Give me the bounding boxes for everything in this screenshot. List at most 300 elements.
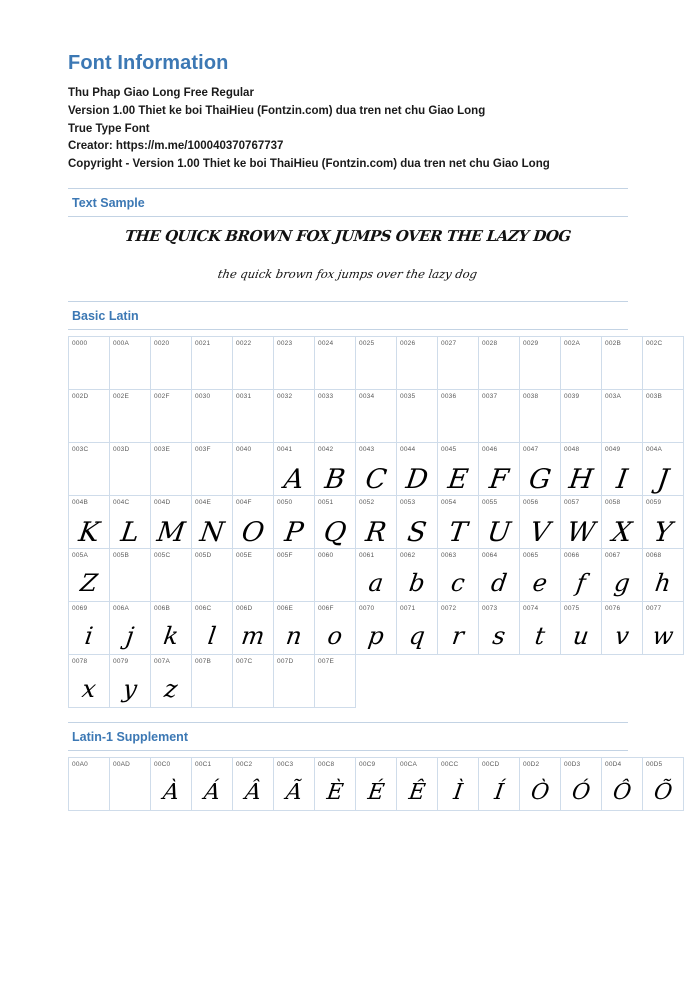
glyph-sample: x	[80, 675, 98, 704]
glyph-codepoint: 00C0	[154, 761, 171, 769]
glyph-cell[interactable]	[233, 443, 274, 496]
glyph-cell[interactable]	[151, 443, 192, 496]
page-title: Font Information	[68, 52, 229, 74]
glyph-cell[interactable]	[643, 443, 684, 496]
glyph-sample: j	[124, 622, 136, 651]
glyph-cell[interactable]	[192, 337, 233, 390]
glyph-codepoint: 00C3	[277, 761, 294, 769]
glyph-cell[interactable]	[397, 758, 438, 811]
glyph-sample: S	[405, 517, 429, 549]
glyph-cell[interactable]	[233, 390, 274, 443]
glyph-codepoint: 006E	[277, 605, 293, 613]
glyph-cell[interactable]	[397, 337, 438, 390]
glyph-sample: R	[363, 517, 389, 549]
glyph-cell-empty	[438, 655, 479, 708]
glyph-cell[interactable]	[233, 337, 274, 390]
glyph-codepoint: 004B	[72, 499, 88, 507]
glyph-codepoint: 00D5	[646, 761, 663, 769]
glyph-codepoint: 0026	[400, 340, 416, 348]
font-format: True Type Font	[68, 122, 150, 135]
glyph-sample: Á	[202, 780, 222, 806]
glyph-sample: Ó	[570, 780, 592, 806]
text-sample-block	[68, 217, 628, 301]
glyph-cell[interactable]	[520, 549, 561, 602]
glyph-cell[interactable]	[274, 655, 315, 708]
glyph-codepoint: 003C	[72, 446, 89, 454]
glyph-row	[69, 602, 684, 655]
glyph-codepoint: 0073	[482, 605, 498, 613]
glyph-cell[interactable]	[520, 602, 561, 655]
glyph-cell[interactable]	[151, 602, 192, 655]
glyph-codepoint: 005E	[236, 552, 252, 560]
glyph-cell[interactable]	[69, 549, 110, 602]
glyph-sample: L	[118, 517, 142, 549]
glyph-cell[interactable]	[561, 549, 602, 602]
glyph-sample: Ì	[451, 780, 465, 806]
glyph-codepoint: 002F	[154, 393, 170, 401]
glyph-codepoint: 000A	[113, 340, 129, 348]
glyph-codepoint: 0071	[400, 605, 416, 613]
glyph-cell[interactable]	[438, 602, 479, 655]
glyph-cell[interactable]	[397, 443, 438, 496]
document-content	[68, 52, 676, 811]
glyph-cell[interactable]	[151, 390, 192, 443]
glyph-cell[interactable]	[315, 390, 356, 443]
glyph-codepoint: 006A	[113, 605, 129, 613]
glyph-codepoint: 0043	[359, 446, 375, 454]
glyph-codepoint: 002A	[564, 340, 580, 348]
glyph-sample: v	[613, 622, 631, 651]
glyph-codepoint: 0074	[523, 605, 539, 613]
glyph-cell[interactable]	[602, 443, 643, 496]
glyph-cell[interactable]	[110, 390, 151, 443]
glyph-cell[interactable]	[110, 337, 151, 390]
glyph-sample: K	[76, 517, 102, 549]
glyph-codepoint: 00AD	[113, 761, 131, 769]
glyph-sample: W	[564, 517, 598, 549]
glyph-cell[interactable]	[643, 602, 684, 655]
glyph-sample: f	[574, 569, 588, 598]
glyph-cell[interactable]	[561, 496, 602, 549]
glyph-codepoint: 0035	[400, 393, 416, 401]
glyph-cell[interactable]	[602, 549, 643, 602]
glyph-cell[interactable]	[69, 443, 110, 496]
section-title-text-sample: Text Sample	[72, 196, 145, 211]
glyph-codepoint: 0075	[564, 605, 580, 613]
glyph-codepoint: 0034	[359, 393, 375, 401]
glyph-codepoint: 0023	[277, 340, 293, 348]
glyph-cell[interactable]	[110, 496, 151, 549]
glyph-cell[interactable]	[110, 443, 151, 496]
glyph-cell[interactable]	[69, 602, 110, 655]
glyph-sample: w	[650, 622, 676, 651]
glyph-sample: b	[407, 569, 427, 598]
glyph-codepoint: 004F	[236, 499, 252, 507]
glyph-sample: m	[239, 622, 267, 651]
glyph-codepoint: 00C9	[359, 761, 376, 769]
glyph-sample: p	[366, 622, 386, 651]
glyph-sample: V	[528, 517, 552, 549]
glyph-codepoint: 0060	[318, 552, 334, 560]
glyph-codepoint: 0056	[523, 499, 539, 507]
glyph-codepoint: 0061	[359, 552, 375, 560]
glyph-codepoint: 005C	[154, 552, 171, 560]
glyph-sample: d	[489, 569, 509, 598]
glyph-sample: y	[121, 675, 139, 704]
glyph-codepoint: 0067	[605, 552, 621, 560]
glyph-row	[69, 758, 684, 811]
glyph-cell[interactable]	[438, 549, 479, 602]
glyph-row	[69, 496, 684, 549]
glyph-cell[interactable]	[479, 337, 520, 390]
glyph-row	[69, 337, 684, 390]
glyph-cell[interactable]	[602, 758, 643, 811]
glyph-codepoint: 0028	[482, 340, 498, 348]
glyph-cell[interactable]	[561, 602, 602, 655]
glyph-cell[interactable]	[643, 549, 684, 602]
glyph-codepoint: 007B	[195, 658, 211, 666]
glyph-cell[interactable]	[520, 758, 561, 811]
glyph-sample: c	[449, 569, 467, 598]
glyph-codepoint: 006C	[195, 605, 212, 613]
glyph-cell[interactable]	[315, 602, 356, 655]
glyph-sample: P	[282, 517, 306, 549]
glyph-sample: B	[322, 464, 348, 496]
glyph-codepoint: 0041	[277, 446, 293, 454]
glyph-codepoint: 004D	[154, 499, 171, 507]
glyph-sample: X	[610, 517, 634, 549]
sample-uppercase: THE QUICK BROWN FOX JUMPS OVER THE LAZY DOG	[124, 227, 572, 246]
glyph-cell[interactable]	[192, 758, 233, 811]
glyph-sample: u	[571, 622, 591, 651]
glyph-cell[interactable]	[438, 758, 479, 811]
glyph-cell-empty	[643, 655, 684, 708]
glyph-codepoint: 003B	[646, 393, 662, 401]
glyph-cell-empty	[479, 655, 520, 708]
glyph-codepoint: 006D	[236, 605, 253, 613]
glyph-codepoint: 005F	[277, 552, 293, 560]
glyph-cell[interactable]	[110, 758, 151, 811]
glyph-codepoint: 00CA	[400, 761, 418, 769]
glyph-cell[interactable]	[233, 549, 274, 602]
glyph-sample: h	[653, 569, 673, 598]
glyph-codepoint: 0022	[236, 340, 252, 348]
section-title-latin1-supplement: Latin-1 Supplement	[72, 730, 188, 745]
glyph-codepoint: 007D	[277, 658, 294, 666]
glyph-sample: D	[403, 464, 431, 496]
glyph-cell[interactable]	[192, 549, 233, 602]
glyph-codepoint: 00C1	[195, 761, 212, 769]
glyph-cell[interactable]	[315, 337, 356, 390]
glyph-cell[interactable]	[561, 337, 602, 390]
glyph-cell[interactable]	[479, 443, 520, 496]
glyph-sample: G	[527, 464, 553, 496]
glyph-sample: É	[366, 780, 386, 806]
glyph-codepoint: 004A	[646, 446, 662, 454]
glyph-codepoint: 0036	[441, 393, 457, 401]
glyph-cell[interactable]	[151, 549, 192, 602]
glyph-cell[interactable]	[69, 758, 110, 811]
glyph-codepoint: 006F	[318, 605, 334, 613]
glyph-cell[interactable]	[438, 337, 479, 390]
glyph-cell[interactable]	[643, 496, 684, 549]
glyph-sample: Ã	[284, 780, 304, 806]
glyph-codepoint: 0020	[154, 340, 170, 348]
glyph-sample: Ê	[407, 780, 427, 806]
glyph-cell[interactable]	[69, 390, 110, 443]
glyph-codepoint: 0033	[318, 393, 334, 401]
glyph-codepoint: 0072	[441, 605, 457, 613]
glyph-codepoint: 0055	[482, 499, 498, 507]
glyph-cell[interactable]	[233, 602, 274, 655]
divider-latin1-bottom	[68, 750, 628, 751]
glyph-cell[interactable]	[274, 549, 315, 602]
glyph-codepoint: 0050	[277, 499, 293, 507]
glyph-codepoint: 0024	[318, 340, 334, 348]
glyph-codepoint: 0040	[236, 446, 252, 454]
glyph-cell[interactable]	[315, 758, 356, 811]
glyph-sample: Í	[492, 780, 506, 806]
glyph-codepoint: 0068	[646, 552, 662, 560]
glyph-cell[interactable]	[438, 496, 479, 549]
glyph-sample: q	[407, 622, 427, 651]
glyph-sample: Â	[243, 780, 263, 806]
glyph-cell[interactable]	[479, 549, 520, 602]
glyph-sample: Z	[78, 569, 100, 598]
font-metadata-block	[68, 85, 628, 174]
glyph-cell[interactable]	[233, 758, 274, 811]
glyph-sample: l	[206, 622, 218, 651]
glyph-cell[interactable]	[479, 758, 520, 811]
glyph-codepoint: 0044	[400, 446, 416, 454]
glyph-cell[interactable]	[233, 655, 274, 708]
glyph-codepoint: 0032	[277, 393, 293, 401]
section-title-basic-latin: Basic Latin	[72, 309, 139, 324]
glyph-cell-empty	[561, 655, 602, 708]
glyph-sample: Õ	[652, 780, 674, 806]
glyph-cell[interactable]	[315, 496, 356, 549]
glyph-cell[interactable]	[520, 337, 561, 390]
glyph-cell[interactable]	[356, 337, 397, 390]
glyph-cell[interactable]	[315, 549, 356, 602]
glyph-codepoint: 0039	[564, 393, 580, 401]
glyph-cell[interactable]	[397, 549, 438, 602]
glyph-cell[interactable]	[192, 655, 233, 708]
glyph-cell[interactable]	[151, 758, 192, 811]
glyph-codepoint: 003E	[154, 446, 170, 454]
glyph-codepoint: 00A0	[72, 761, 88, 769]
glyph-codepoint: 007C	[236, 658, 253, 666]
divider-basic-latin-bottom	[68, 329, 628, 330]
glyph-cell[interactable]	[274, 602, 315, 655]
font-creator: Creator: https://m.me/100040370767737	[68, 140, 284, 153]
glyph-codepoint: 0029	[523, 340, 539, 348]
font-name: Thu Phap Giao Long Free Regular	[68, 87, 254, 99]
glyph-codepoint: 0038	[523, 393, 539, 401]
glyph-cell[interactable]	[520, 496, 561, 549]
glyph-codepoint: 0078	[72, 658, 88, 666]
glyph-sample: Ô	[611, 780, 633, 806]
glyph-codepoint: 00C2	[236, 761, 253, 769]
glyph-codepoint: 0049	[605, 446, 621, 454]
glyph-cell[interactable]	[397, 602, 438, 655]
glyph-codepoint: 002E	[113, 393, 129, 401]
glyph-cell[interactable]	[520, 390, 561, 443]
glyph-row	[69, 443, 684, 496]
glyph-cell[interactable]	[151, 655, 192, 708]
glyph-codepoint: 0062	[400, 552, 416, 560]
glyph-cell-empty	[397, 655, 438, 708]
glyph-codepoint: 0031	[236, 393, 252, 401]
glyph-cell[interactable]	[274, 337, 315, 390]
glyph-codepoint: 00D2	[523, 761, 540, 769]
glyph-cell[interactable]	[192, 443, 233, 496]
glyph-codepoint: 0000	[72, 340, 88, 348]
glyph-cell[interactable]	[561, 390, 602, 443]
glyph-sample: t	[533, 622, 547, 651]
glyph-cell[interactable]	[602, 390, 643, 443]
glyph-cell[interactable]	[192, 496, 233, 549]
glyph-sample: a	[366, 569, 386, 598]
glyph-sample: A	[282, 464, 306, 496]
glyph-cell[interactable]	[520, 443, 561, 496]
glyph-row	[69, 390, 684, 443]
glyph-cell[interactable]	[356, 549, 397, 602]
glyph-cell[interactable]	[356, 758, 397, 811]
glyph-sample: g	[612, 569, 632, 598]
glyph-cell[interactable]	[397, 496, 438, 549]
glyph-sample: Q	[321, 517, 349, 549]
glyph-cell[interactable]	[561, 758, 602, 811]
glyph-codepoint: 0065	[523, 552, 539, 560]
glyph-sample: z	[162, 675, 180, 704]
glyph-cell[interactable]	[602, 602, 643, 655]
glyph-cell[interactable]	[192, 390, 233, 443]
glyph-cell[interactable]	[397, 390, 438, 443]
glyph-codepoint: 005B	[113, 552, 129, 560]
glyph-sample: Y	[651, 517, 675, 549]
glyph-codepoint: 0066	[564, 552, 580, 560]
glyph-codepoint: 0021	[195, 340, 211, 348]
glyph-sample: H	[567, 464, 595, 496]
glyph-sample: e	[530, 569, 550, 598]
glyph-codepoint: 003D	[113, 446, 130, 454]
glyph-sample: o	[325, 622, 345, 651]
glyph-cell[interactable]	[69, 496, 110, 549]
glyph-sample: i	[83, 622, 95, 651]
glyph-cell[interactable]	[643, 390, 684, 443]
glyph-cell[interactable]	[274, 443, 315, 496]
glyph-cell-empty	[520, 655, 561, 708]
glyph-cell[interactable]	[438, 390, 479, 443]
glyph-cell[interactable]	[643, 337, 684, 390]
glyph-cell[interactable]	[356, 602, 397, 655]
sample-lowercase: the quick brown fox jumps over the lazy dog	[217, 267, 479, 282]
glyph-codepoint: 005A	[72, 552, 88, 560]
glyph-sample: N	[198, 517, 226, 549]
glyph-cell[interactable]	[643, 758, 684, 811]
glyph-cell[interactable]	[356, 390, 397, 443]
glyph-cell[interactable]	[69, 337, 110, 390]
glyph-sample: s	[490, 622, 508, 651]
glyph-cell[interactable]	[110, 655, 151, 708]
glyph-codepoint: 005D	[195, 552, 212, 560]
font-copyright: Copyright - Version 1.00 Thiet ke boi ThaiHieu (Fontzin.com) dua tren net chu Giao Long	[68, 158, 550, 171]
glyph-cell[interactable]	[602, 337, 643, 390]
glyph-codepoint: 0053	[400, 499, 416, 507]
glyph-cell[interactable]	[315, 443, 356, 496]
glyph-cell[interactable]	[479, 390, 520, 443]
basic-latin-table	[68, 336, 684, 708]
glyph-codepoint: 003A	[605, 393, 621, 401]
glyph-codepoint: 00D4	[605, 761, 622, 769]
glyph-cell[interactable]	[151, 496, 192, 549]
glyph-codepoint: 002D	[72, 393, 89, 401]
glyph-sample: k	[161, 622, 181, 651]
glyph-cell[interactable]	[561, 443, 602, 496]
glyph-cell[interactable]	[233, 496, 274, 549]
glyph-codepoint: 0057	[564, 499, 580, 507]
glyph-cell[interactable]	[274, 496, 315, 549]
glyph-cell[interactable]	[274, 390, 315, 443]
glyph-cell-empty	[602, 655, 643, 708]
glyph-cell[interactable]	[356, 496, 397, 549]
glyph-codepoint: 0077	[646, 605, 662, 613]
glyph-cell[interactable]	[438, 443, 479, 496]
glyph-codepoint: 002C	[646, 340, 663, 348]
glyph-codepoint: 007A	[154, 658, 170, 666]
glyph-codepoint: 00CC	[441, 761, 459, 769]
glyph-cell[interactable]	[479, 496, 520, 549]
latin1-supplement-table	[68, 757, 684, 811]
glyph-sample: T	[446, 517, 470, 549]
glyph-cell[interactable]	[69, 655, 110, 708]
glyph-cell[interactable]	[110, 549, 151, 602]
glyph-cell[interactable]	[192, 602, 233, 655]
glyph-cell[interactable]	[315, 655, 356, 708]
glyph-sample: I	[614, 464, 630, 496]
glyph-codepoint: 0069	[72, 605, 88, 613]
glyph-cell[interactable]	[274, 758, 315, 811]
glyph-sample: Ò	[529, 780, 551, 806]
glyph-cell[interactable]	[602, 496, 643, 549]
glyph-sample: U	[485, 517, 513, 549]
glyph-codepoint: 0063	[441, 552, 457, 560]
glyph-codepoint: 0048	[564, 446, 580, 454]
glyph-cell[interactable]	[479, 602, 520, 655]
glyph-sample: J	[655, 464, 671, 496]
glyph-codepoint: 0076	[605, 605, 621, 613]
glyph-codepoint: 00D3	[564, 761, 581, 769]
glyph-codepoint: 004C	[113, 499, 130, 507]
glyph-codepoint: 0064	[482, 552, 498, 560]
glyph-cell[interactable]	[356, 443, 397, 496]
glyph-row	[69, 655, 684, 708]
glyph-sample: F	[487, 464, 511, 496]
glyph-codepoint: 0045	[441, 446, 457, 454]
font-version: Version 1.00 Thiet ke boi ThaiHieu (Fontzin.com) dua tren net chu Giao Long	[68, 104, 486, 117]
glyph-codepoint: 0054	[441, 499, 457, 507]
glyph-sample: n	[284, 622, 304, 651]
glyph-cell[interactable]	[110, 602, 151, 655]
glyph-codepoint: 007E	[318, 658, 334, 666]
glyph-codepoint: 0027	[441, 340, 457, 348]
glyph-codepoint: 0079	[113, 658, 129, 666]
glyph-cell[interactable]	[151, 337, 192, 390]
glyph-row	[69, 549, 684, 602]
glyph-sample: È	[325, 780, 345, 806]
glyph-codepoint: 0030	[195, 393, 211, 401]
